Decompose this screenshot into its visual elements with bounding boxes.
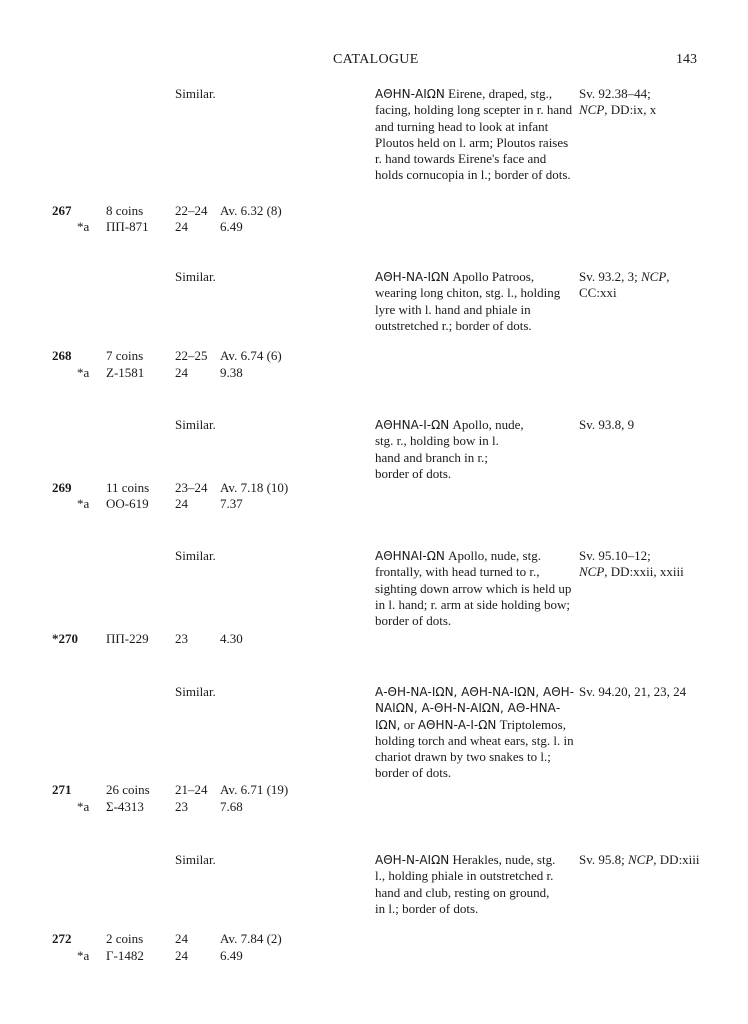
sub-row [0,496,748,512]
main-row [0,480,748,496]
sub-row [0,799,748,815]
catalogue-number: 271 [52,782,72,797]
illustrated-marker: *a [77,799,90,814]
references [579,548,709,581]
reverse-description [375,417,525,482]
diameter: 24 [175,219,188,234]
weight: 7.68 [220,799,243,814]
catalogue-number: 272 [52,931,72,946]
description-text: Triptolemos, holding torch and wheat ears, stg. l. in chariot drawn by two snakes to l.; border of dots. [375,716,574,781]
catalogue-number: 268 [52,348,72,363]
weight: 7.37 [220,496,243,511]
diameter: 24 [175,365,188,380]
main-row [0,348,748,364]
ref-plain: Sv. 95.8; [579,852,625,867]
ref-italic: NCP [628,852,654,867]
description-text: Herakles, nude, stg. l., holding phiale in outstretched r. hand and club, resting on ground, in l.; border of dots. [375,852,556,916]
illustrated-marker: *a [77,948,90,963]
greek-legend-alt: ΑΘΗΝ-Α-Ι-ΩΝ [417,717,497,732]
inventory-number: ΠΠ-871 [106,219,149,234]
reverse-description [375,548,575,629]
sub-row [0,365,748,381]
greek-legend: Α-ΘΗ-ΝΑ-ΙΩΝ, ΑΘΗ-ΝΑ-ΙΩΝ, ΑΘΗ-ΝΑΙΩΝ, Α-ΘΗ-Ν-ΑΙΩΝ, ΑΘ-ΗΝΑ-ΙΩΝ, [375,685,575,732]
description-text: Apollo, nude, stg. r., holding bow in l. hand and branch in r.; border of dots. [375,417,524,481]
running-head: CATALOGUE [333,52,419,67]
coin-count: 26 coins [106,782,150,797]
weight: Av. 6.32 (8) [220,203,282,218]
weight: 6.49 [220,948,243,963]
inventory-number: Σ-4313 [106,799,144,814]
diameter: 22–24 [175,203,208,218]
references [579,269,709,302]
greek-legend: ΑΘΗ-ΝΑ-ΙΩΝ [375,270,450,284]
inventory-number: ΠΠ-229 [106,631,149,646]
illustrated-marker: *a [77,219,90,234]
similar-label: Similar. [175,86,216,101]
greek-legend: ΑΘΗΝΑ-Ι-ΩΝ [375,418,450,432]
diameter: 24 [175,931,188,946]
diameter: 23 [175,631,188,646]
diameter: 21–24 [175,782,208,797]
coin-count: 8 coins [106,203,144,218]
inventory-number: Ζ-1581 [106,365,145,380]
catalogue-number: 269 [52,480,72,495]
references [579,417,709,433]
ref-after: , CC:xxi [579,269,670,301]
legend-or: or [400,716,418,732]
description-text: Apollo, nude, stg. frontally, with head turned to r., sighting down arrow which is held up in l. hand; r. arm at side holding bow; border of dots. [375,548,572,629]
reverse-description [375,269,575,334]
catalogue-number: 267 [52,203,72,218]
coin-count: 7 coins [106,348,144,363]
description-text: Eirene, draped, stg., facing, holding long scepter in r. hand and turning head to look at infant Ploutos held on l. arm; Ploutos raises r. hand towards Eirene's face and holds cornucopia in l.; border of dots. [375,86,573,183]
greek-legend: ΑΘΗΝ-ΑΙΩΝ [375,87,445,101]
diameter: 23 [175,799,188,814]
reverse-description [375,684,575,782]
similar-label: Similar. [175,684,216,699]
ref-plain: Sv. 93.8, 9 [579,417,635,432]
weight: 9.38 [220,365,243,380]
similar-label: Similar. [175,269,216,284]
main-row [0,203,748,219]
ref-after: , DD:xxii, xxiii [604,564,684,580]
similar-label: Similar. [175,548,216,563]
weight: Av. 6.71 (19) [220,782,289,797]
diameter: 23–24 [175,480,208,495]
references [579,86,709,119]
coin-count: 2 coins [106,931,144,946]
illustrated-marker: *a [77,496,90,511]
catalogue-number: *270 [52,631,78,646]
page-header [0,52,748,72]
weight: Av. 7.18 (10) [220,480,289,495]
weight: 6.49 [220,219,243,234]
similar-label: Similar. [175,852,216,867]
inventory-number: ΟΟ-619 [106,496,149,511]
diameter: 24 [175,496,188,511]
weight: 4.30 [220,631,243,646]
sub-row [0,219,748,235]
main-row [0,631,748,647]
ref-after: , DD:xiii [653,852,700,867]
ref-plain: Sv. 94.20, 21, 23, 24 [579,684,687,699]
page-number: 143 [676,52,697,67]
references [579,852,709,868]
ref-italic: NCP [579,102,605,118]
reverse-description [375,852,560,917]
main-row [0,931,748,947]
ref-plain: Sv. 93.2, 3; [579,269,638,284]
greek-legend: ΑΘΗ-Ν-ΑΙΩΝ [375,853,450,867]
ref-italic: NCP [579,564,605,580]
weight: Av. 6.74 (6) [220,348,282,363]
diameter: 22–25 [175,348,208,363]
coin-count: 11 coins [106,480,150,495]
sub-row [0,948,748,964]
ref-italic: NCP [641,269,667,284]
diameter: 24 [175,948,188,963]
weight: Av. 7.84 (2) [220,931,282,946]
illustrated-marker: *a [77,365,90,380]
description-text: Apollo Patroos, wearing long chiton, stg. l., holding lyre with l. hand and phiale in outstretched r.; border of dots. [375,269,561,333]
ref-plain: Sv. 95.10–12; [579,548,651,563]
main-row [0,782,748,798]
similar-label: Similar. [175,417,216,432]
inventory-number: Γ-1482 [106,948,144,963]
greek-legend: ΑΘΗΝΑΙ-ΩΝ [375,549,445,563]
reverse-description [375,86,575,184]
references [579,684,709,700]
ref-after: , DD:ix, x [604,102,657,118]
ref-plain: Sv. 92.38–44; [579,86,651,101]
